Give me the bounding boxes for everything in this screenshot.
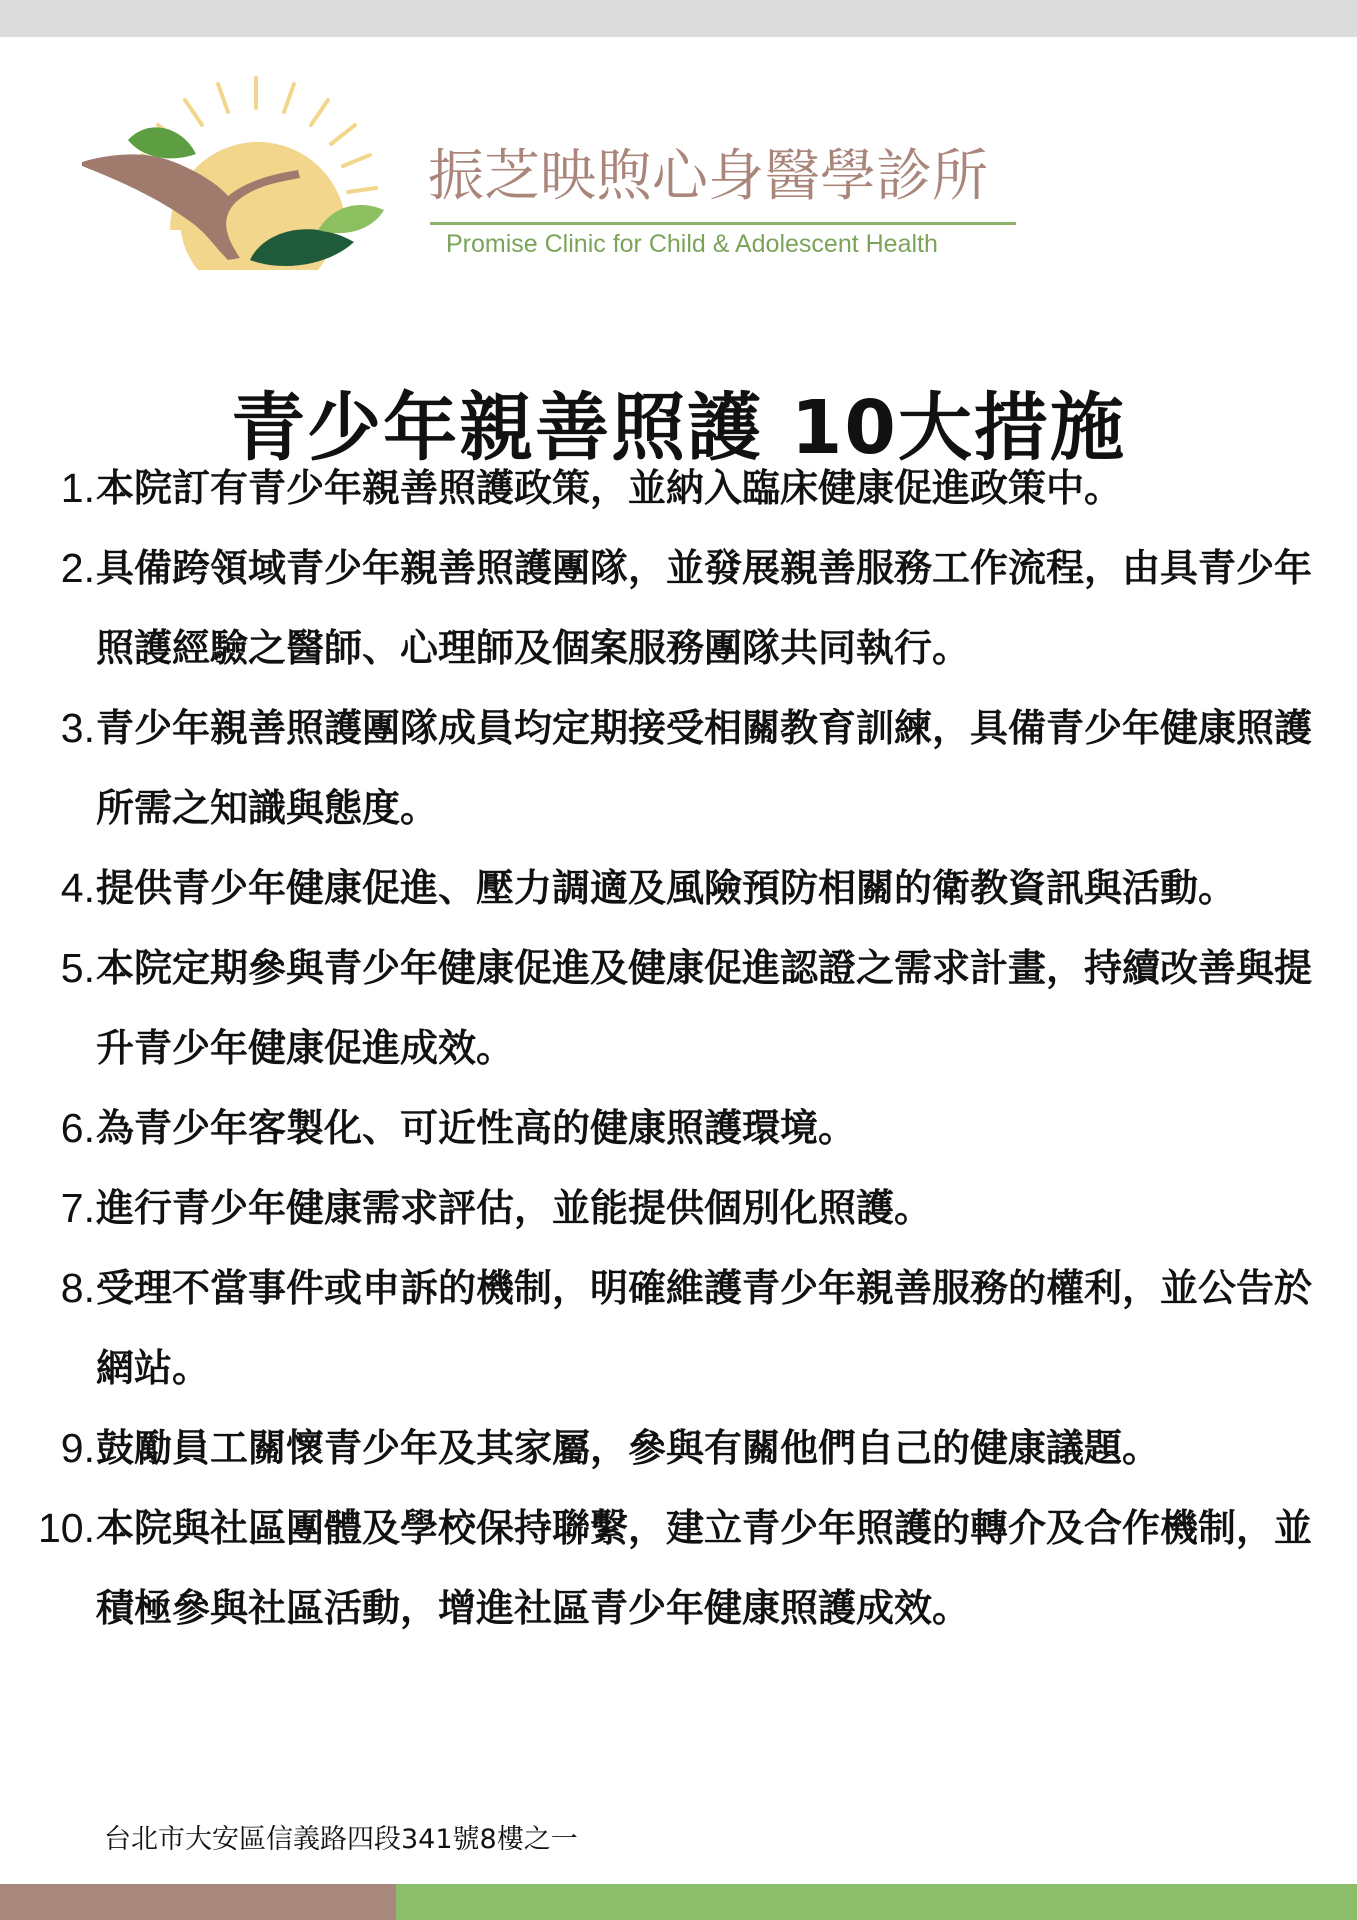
measure-item-7	[0, 1168, 1357, 1248]
measure-text: 提供青少年健康促進、壓力調適及風險預防相關的衛教資訊與活動。	[96, 866, 1237, 910]
measure-item-4	[0, 848, 1357, 928]
measure-number: 5.	[60, 945, 95, 991]
measure-number: 8.	[60, 1265, 95, 1311]
measure-item-8	[0, 1248, 1357, 1408]
top-band	[0, 0, 1357, 37]
measure-text: 本院訂有青少年親善照護政策，並納入臨床健康促進政策中。	[96, 466, 1123, 510]
measure-item-10	[0, 1488, 1357, 1648]
measure-text: 受理不當事件或申訴的機制，明確維護青少年親善服務的權利，並公告於網站。	[96, 1266, 1313, 1390]
measure-number: 1.	[60, 465, 95, 511]
measure-number: 6.	[60, 1105, 95, 1151]
page-title: 青少年親善照護 10大措施	[231, 384, 1126, 471]
measure-number: 2.	[60, 545, 95, 591]
sun-branch-leaves-logo-icon	[78, 70, 398, 270]
measure-text: 具備跨領域青少年親善照護團隊，並發展親善服務工作流程，由具青少年照護經驗之醫師、心理師及個案服務團隊共同執行。	[96, 546, 1313, 670]
measure-number: 4.	[60, 865, 95, 911]
measure-number: 10.	[38, 1505, 95, 1551]
measure-item-2	[0, 528, 1357, 688]
measure-number: 3.	[60, 705, 95, 751]
measure-item-6	[0, 1088, 1357, 1168]
measure-item-5	[0, 928, 1357, 1088]
measure-item-1	[0, 448, 1357, 528]
measure-item-3	[0, 688, 1357, 848]
footer-band-brown	[0, 1884, 396, 1920]
measure-item-9	[0, 1408, 1357, 1488]
measure-number: 7.	[60, 1185, 95, 1231]
measure-text: 鼓勵員工關懷青少年及其家屬，參與有關他們自己的健康議題。	[96, 1426, 1161, 1470]
measure-text: 進行青少年健康需求評估，並能提供個別化照護。	[96, 1186, 933, 1230]
measures-list	[0, 448, 1357, 1648]
measure-text: 青少年親善照護團隊成員均定期接受相關教育訓練，具備青少年健康照護所需之知識與態度。	[96, 706, 1313, 830]
clinic-name-en: Promise Clinic for Child & Adolescent Health	[446, 230, 938, 258]
measure-number: 9.	[60, 1425, 95, 1471]
measure-text: 本院與社區團體及學校保持聯繫，建立青少年照護的轉介及合作機制，並積極參與社區活動，增進社區青少年健康照護成效。	[96, 1506, 1313, 1630]
clinic-name-zh: 振芝映煦心身醫學診所	[428, 144, 988, 209]
logo-divider	[430, 222, 1016, 225]
measure-text: 為青少年客製化、可近性高的健康照護環境。	[96, 1106, 857, 1150]
footer-band-green	[396, 1884, 1357, 1920]
clinic-address: 台北市大安區信義路四段341號8樓之一	[104, 1824, 578, 1855]
measure-text: 本院定期參與青少年健康促進及健康促進認證之需求計畫，持續改善與提升青少年健康促進成效。	[96, 946, 1313, 1070]
